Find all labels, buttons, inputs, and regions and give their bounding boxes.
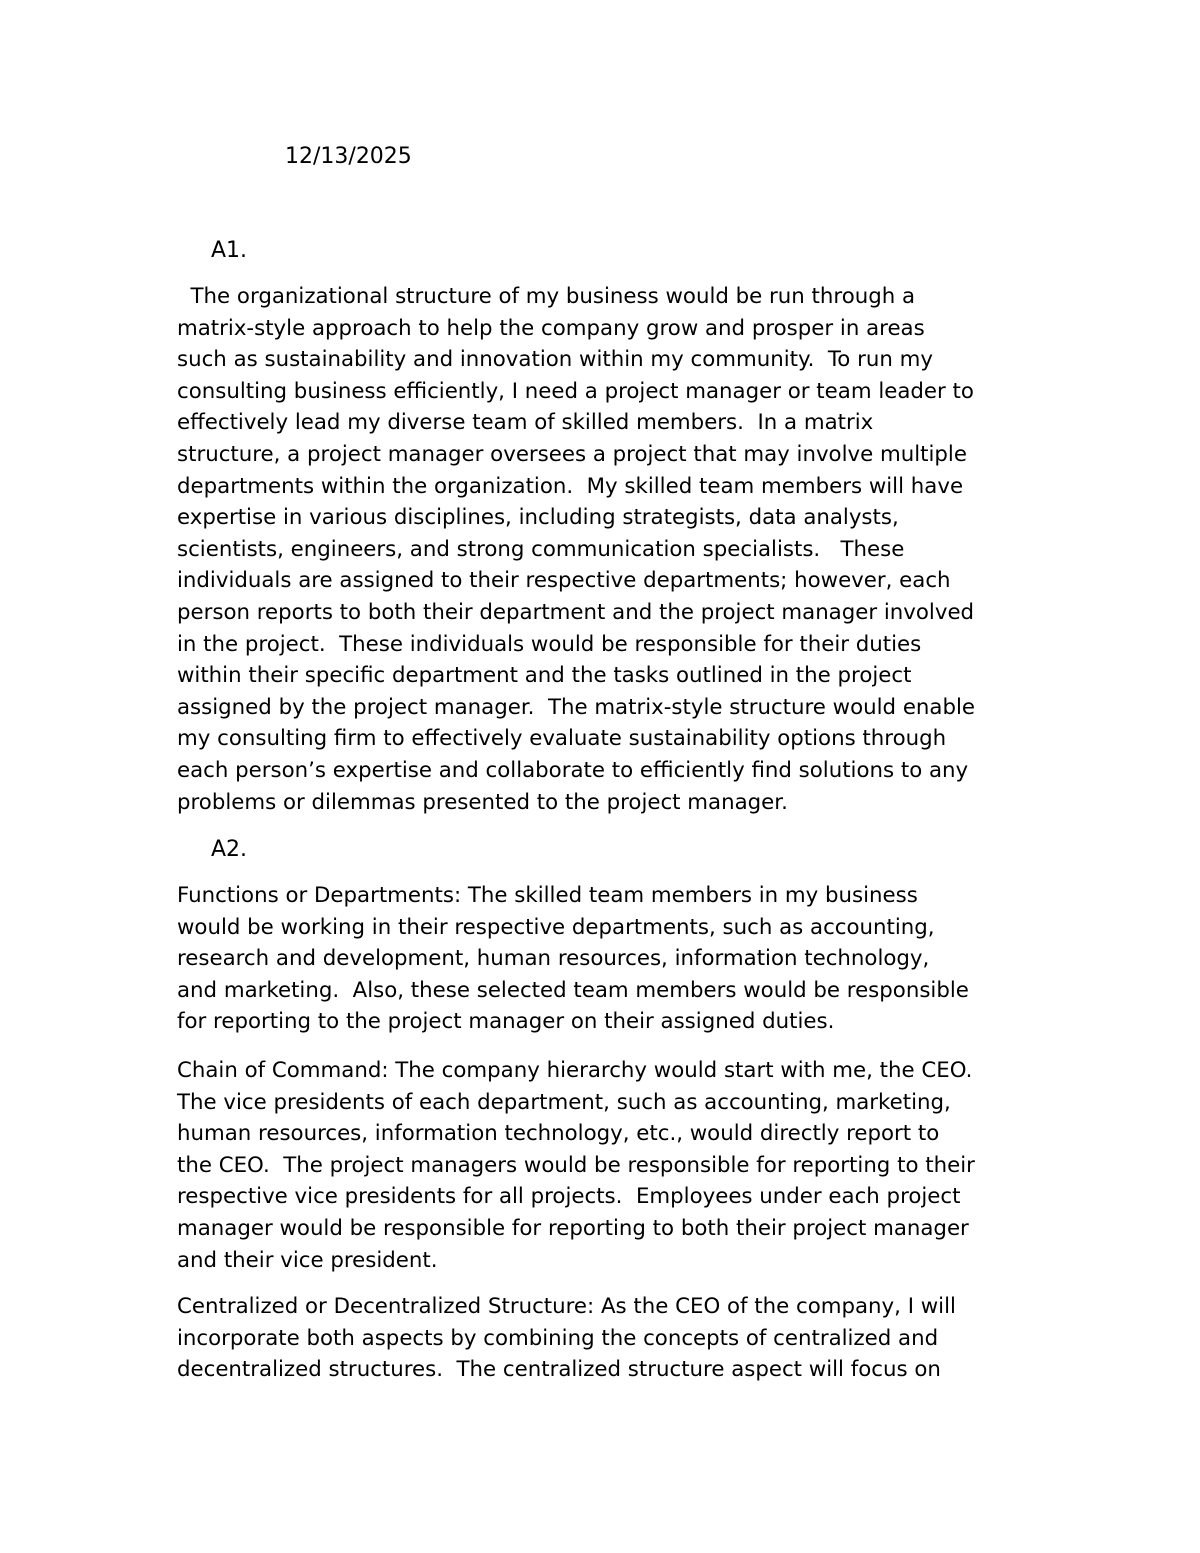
text-line: and their vice president. xyxy=(177,1247,438,1273)
text-line: person reports to both their department and the project manager involved xyxy=(177,599,975,625)
text-line: the CEO. The project managers would be responsible for reporting to their xyxy=(177,1152,975,1178)
text-line: my consulting firm to effectively evaluate sustainability options through xyxy=(177,726,947,752)
text-line: individuals are assigned to their respective departments; however, each xyxy=(177,568,951,594)
text-line: Chain of Command: The company hierarchy would start with me, the CEO. xyxy=(177,1058,973,1083)
text-line: research and development, human resources, information technology, xyxy=(177,946,930,972)
text-line: departments within the organization. My skilled team members will have xyxy=(177,473,964,499)
text-line: manager would be responsible for reporting to both their project manager xyxy=(177,1215,969,1241)
paragraph-centralized-or-decentralized xyxy=(177,1291,1067,1386)
text-line: Functions or Departments: The skilled team members in my business xyxy=(177,883,918,908)
section-heading-a2: A2. xyxy=(211,837,248,862)
text-line: The organizational structure of my business would be run through a xyxy=(177,284,916,309)
text-line: expertise in various disciplines, including strategists, data analysts, xyxy=(177,505,899,531)
paragraph-chain-of-command xyxy=(177,1055,1067,1276)
text-line: problems or dilemmas presented to the project manager. xyxy=(177,789,788,815)
text-line: in the project. These individuals would be responsible for their duties xyxy=(177,631,922,657)
text-line: scientists, engineers, and strong communication specialists. These xyxy=(177,536,905,562)
text-line: within their specific department and the tasks outlined in the project xyxy=(177,663,912,689)
text-line: The vice presidents of each department, such as accounting, marketing, xyxy=(177,1089,951,1115)
text-line: effectively lead my diverse team of skilled members. In a matrix xyxy=(177,410,874,436)
text-line: incorporate both aspects by combining the concepts of centralized and xyxy=(177,1325,939,1351)
text-line: structure, a project manager oversees a project that may involve multiple xyxy=(177,441,967,467)
text-line: decentralized structures. The centralized structure aspect will focus on xyxy=(177,1357,941,1383)
document-date: 12/13/2025 xyxy=(285,144,412,169)
text-line: such as sustainability and innovation within my community. To run my xyxy=(177,347,933,373)
section-heading-a1: A1. xyxy=(211,238,248,263)
text-line: assigned by the project manager. The matrix-style structure would enable xyxy=(177,694,976,720)
text-line: matrix-style approach to help the company grow and prosper in areas xyxy=(177,315,925,341)
paragraph-a1-organizational-structure xyxy=(177,281,1067,818)
text-line: human resources, information technology, etc., would directly report to xyxy=(177,1121,940,1147)
text-line: would be working in their respective departments, such as accounting, xyxy=(177,914,935,940)
text-line: respective vice presidents for all projects. Employees under each project xyxy=(177,1184,961,1210)
text-line: consulting business efficiently, I need a project manager or team leader to xyxy=(177,378,974,404)
paragraph-functions-or-departments xyxy=(177,880,1067,1038)
text-line: for reporting to the project manager on their assigned duties. xyxy=(177,1009,835,1035)
text-line: Centralized or Decentralized Structure: As the CEO of the company, I will xyxy=(177,1294,956,1319)
text-line: each person’s expertise and collaborate to efficiently find solutions to any xyxy=(177,757,969,783)
text-line: and marketing. Also, these selected team members would be responsible xyxy=(177,977,969,1003)
